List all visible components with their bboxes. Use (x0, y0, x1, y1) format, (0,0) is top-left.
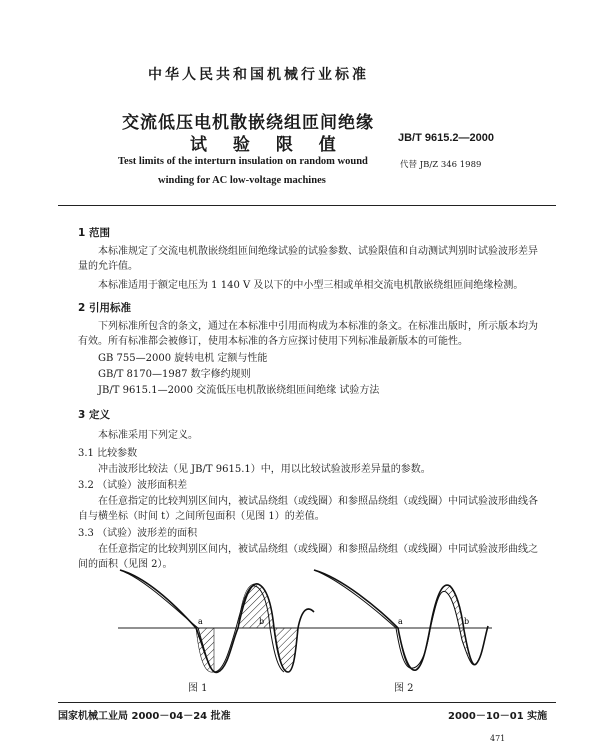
footer-divider (58, 702, 556, 703)
figure-2-waveform (312, 568, 492, 680)
page-title-line2: 试 验 限 值 (190, 135, 346, 155)
approval-date: 国家机械工业局 2000－04－24 批准 (58, 711, 231, 722)
header-divider (58, 205, 556, 206)
page-number: 471 (490, 734, 506, 743)
fig1-label-a: a (198, 617, 203, 626)
section-3-paragraph: 本标准采用下列定义。 (98, 430, 198, 441)
fig2-label-b: b (464, 617, 470, 626)
section-2-paragraph-1: 下列标准所包含的条文，通过在本标准中引用而构成为本标准的条文。在标准出版时，所示版本均为有效。所有标准都会被修订，使用本标准的各方应探讨使用下列标准最新版本的可能性。 (78, 321, 538, 347)
english-title-line2: winding for AC low-voltage machines (158, 175, 326, 186)
replaces-standard: 代替 JB/Z 346 1989 (400, 160, 482, 170)
fig2-test-curve (314, 570, 476, 668)
section-3-2-title: 3.2 （试验）波形面积差 (78, 480, 188, 491)
reference-2: GB/T 8170—1987 数字修约规则 (98, 369, 251, 380)
fig1-label-b: b (259, 617, 265, 626)
english-title-line1: Test limits of the interturn insulation on random wound (118, 156, 368, 167)
reference-3: JB/T 9615.1—2000 交流低压电机散嵌绕组匝间绝缘 试验方法 (98, 385, 380, 396)
section-3-1-title: 3.1 比较参数 (78, 448, 138, 459)
section-1-title: 1 范围 (78, 227, 110, 239)
figure-2-caption: 图 2 (394, 683, 414, 694)
section-1-paragraph-1: 本标准规定了交流电机散嵌绕组匝间绝缘试验的试验参数、试验限值和自动测试判别时试验波形差异量的允许值。 (78, 246, 538, 272)
section-2-title: 2 引用标准 (78, 302, 131, 314)
section-3-3-paragraph: 在任意指定的比较判别区间内，被试品绕组（或线圈）和参照品绕组（或线圈）中同试验波形曲线之间的面积（见图 2）。 (78, 544, 538, 570)
standard-number: JB/T 9615.2—2000 (398, 132, 495, 144)
standard-category: 中华人民共和国机械行业标准 (148, 67, 369, 83)
fig2-label-a: a (398, 617, 403, 626)
section-3-1-paragraph: 冲击波形比较法（见 JB/T 9615.1）中，用以比较试验波形差异量的参数。 (98, 464, 431, 475)
section-1-paragraph-2: 本标准适用于额定电压为 1 140 V 及以下的中小型三相或单相交流电机散嵌绕组匝间绝缘检测。 (98, 280, 524, 291)
section-3-2-paragraph: 在任意指定的比较判别区间内，被试品绕组（或线圈）和参照品绕组（或线圈）中同试验波形曲线各自与横坐标（时间 t）之间所包面积（见图 1）的差值。 (78, 496, 538, 522)
reference-1: GB 755—2000 旋转电机 定额与性能 (98, 353, 268, 364)
section-3-title: 3 定义 (78, 409, 110, 421)
figure-1-waveform (118, 568, 328, 680)
figure-1-caption: 图 1 (188, 683, 208, 694)
section-3-3-title: 3.3 （试验）波形差的面积 (78, 528, 198, 539)
page-title-line1: 交流低压电机散嵌绕组匝间绝缘 (122, 113, 374, 133)
implementation-date: 2000－10－01 实施 (448, 711, 548, 722)
